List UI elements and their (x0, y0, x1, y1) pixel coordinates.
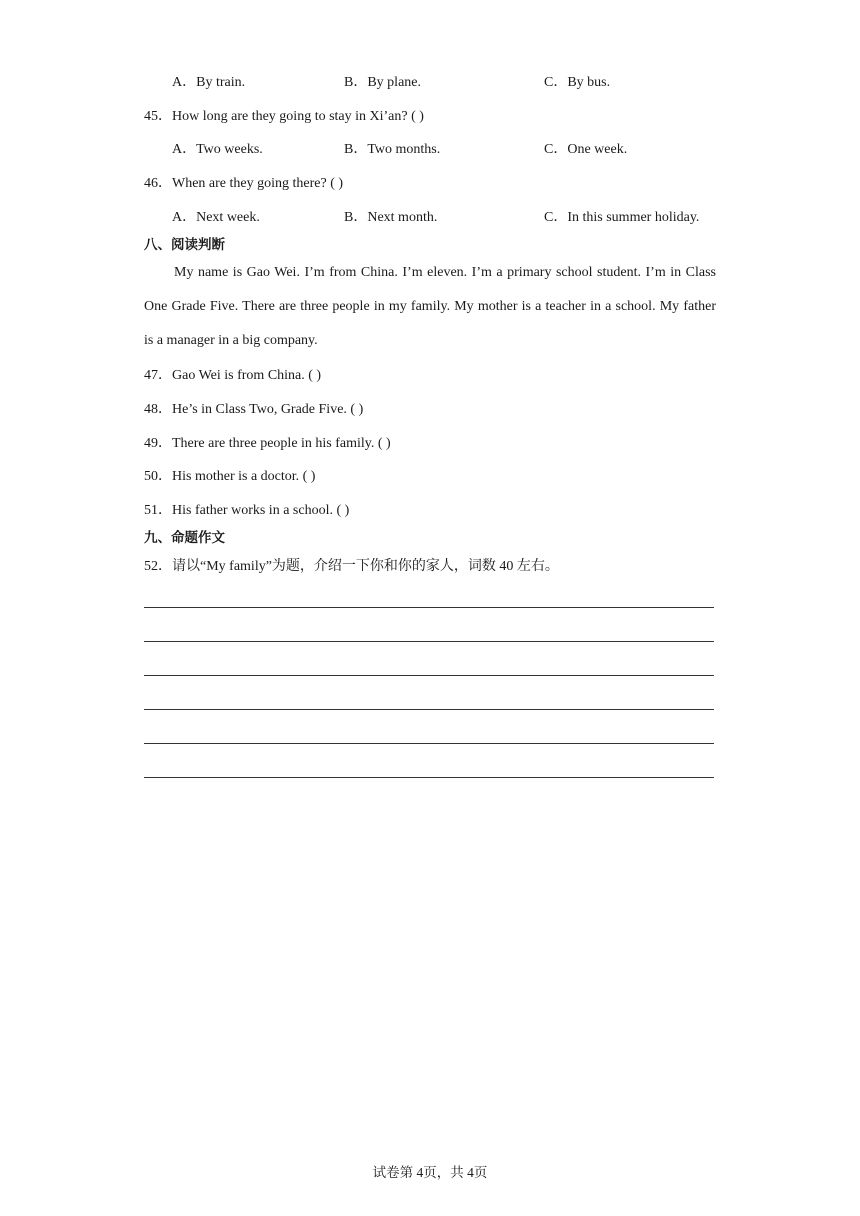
writing-line[interactable] (144, 777, 714, 778)
q44-option-b: B．By plane. (344, 75, 421, 90)
statement-48: 48．He’s in Class Two, Grade Five. ( ) (144, 402, 364, 417)
statement-47: 47．Gao Wei is from China. ( ) (144, 368, 322, 383)
q46-question: 46．When are they going there? ( ) (144, 176, 344, 191)
essay-prompt: 52．请以“My family”为题，介绍一下你和你的家人，词数 40 左右。 (144, 559, 559, 574)
reading-passage (144, 256, 716, 358)
page-footer: 试卷第 4页，共 4页 (372, 1165, 488, 1180)
q46-option-b: B．Next month. (344, 210, 438, 225)
statement-51: 51．His father works in a school. ( ) (144, 503, 350, 518)
q44-option-a: A．By train. (172, 75, 246, 90)
writing-line[interactable] (144, 743, 714, 744)
section-9-title: 九、命题作文 (144, 530, 225, 546)
section-8-title: 八、阅读判断 (144, 237, 225, 253)
q45-option-a: A．Two weeks. (172, 142, 263, 157)
reading-passage-text: My name is Gao Wei. I’m from China. I’m eleven. I’m a primary school student. I’m in Class One Grade Five. There are three people in my family. My mother is a teacher in a school. My father is a manager in a big company. (144, 265, 716, 348)
q46-option-c: C．In this summer holiday. (544, 210, 700, 225)
q45-question: 45．How long are they going to stay in Xi’an? ( ) (144, 109, 424, 124)
writing-line[interactable] (144, 607, 714, 608)
writing-line[interactable] (144, 709, 714, 710)
writing-line[interactable] (144, 641, 714, 642)
writing-line[interactable] (144, 675, 714, 676)
q44-option-c: C．By bus. (544, 75, 611, 90)
statement-49: 49．There are three people in his family. ( ) (144, 436, 391, 451)
statement-50: 50．His mother is a doctor. ( ) (144, 469, 316, 484)
q45-option-b: B．Two months. (344, 142, 441, 157)
q46-option-a: A．Next week. (172, 210, 260, 225)
q45-option-c: C．One week. (544, 142, 628, 157)
